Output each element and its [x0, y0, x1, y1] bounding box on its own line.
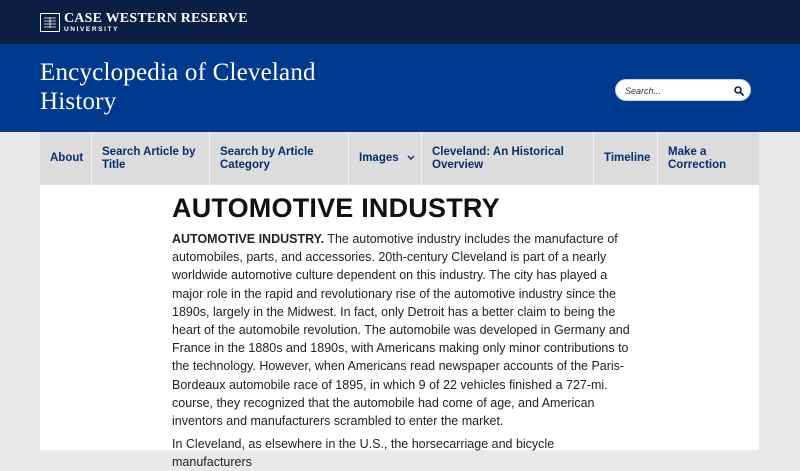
- search-box: [615, 79, 751, 101]
- nav-images-label: Images: [359, 152, 399, 164]
- university-subname: UNIVERSITY: [64, 26, 120, 33]
- nav-make-correction-label: Make a Correction: [668, 145, 727, 171]
- search-button[interactable]: [731, 83, 746, 98]
- article-content: [40, 185, 759, 470]
- article-paragraph-body: The automotive industry includes the manufacture of automobiles, parts, and accessories. 20th-century Cleveland is part of a nearly worldwide automotive culture dependent on this industry. The city has played a major role in the rapid and revolutionary rise of the automotive industry since the 1890s, largely in the Midwest. In fact, only Detroit has a better claim to being the heart of the automobile revolution. The automobile was developed in Germany and France in the 1880s and 1890s, with Americans making only minor contributions to the technology. However, when Americans read newspaper accounts of the Paris-Bordeaux automobile race of 1895, in which 9 of 22 vehicles finished a 727-mi. course, they recognized that the automobile had come of age, and American inventors and manufacturers scrambled to enter the market.: [172, 232, 630, 429]
- nav-search-category-label: Search by Article Category: [220, 145, 314, 171]
- nav-historical-overview-label: Cleveland: An Historical Overview: [432, 145, 564, 171]
- article-paragraph: In Cleveland, as elsewhere in the U.S., the horsecarriage and bicycle manufacturers: [172, 437, 555, 470]
- nav-timeline[interactable]: [594, 132, 658, 185]
- nav-historical-overview[interactable]: [422, 132, 594, 185]
- nav-timeline-label: Timeline: [604, 152, 651, 164]
- nav-about-label: About: [50, 152, 84, 164]
- university-logo[interactable]: [40, 12, 248, 34]
- chevron-down-icon: [407, 152, 415, 165]
- university-seal-icon: [40, 13, 60, 32]
- nav-make-correction[interactable]: [658, 132, 759, 185]
- article-paragraph: [172, 230, 632, 430]
- university-bar: [0, 0, 800, 44]
- nav-search-title-label: Search Article by Title: [102, 145, 196, 171]
- search-input[interactable]: [625, 82, 731, 99]
- nav-search-title[interactable]: [92, 132, 210, 185]
- nav-search-category[interactable]: [210, 132, 349, 185]
- university-name: CASE WESTERN RESERVE: [64, 11, 248, 26]
- site-title[interactable]: Encyclopedia of Cleveland History: [40, 59, 316, 115]
- search-icon: [734, 86, 744, 96]
- article-title: AUTOMOTIVE INDUSTRY: [172, 193, 500, 223]
- nav-about[interactable]: [40, 132, 92, 185]
- main-nav: [40, 132, 759, 185]
- article-lead-term: AUTOMOTIVE INDUSTRY.: [172, 232, 325, 246]
- nav-images[interactable]: [349, 132, 422, 185]
